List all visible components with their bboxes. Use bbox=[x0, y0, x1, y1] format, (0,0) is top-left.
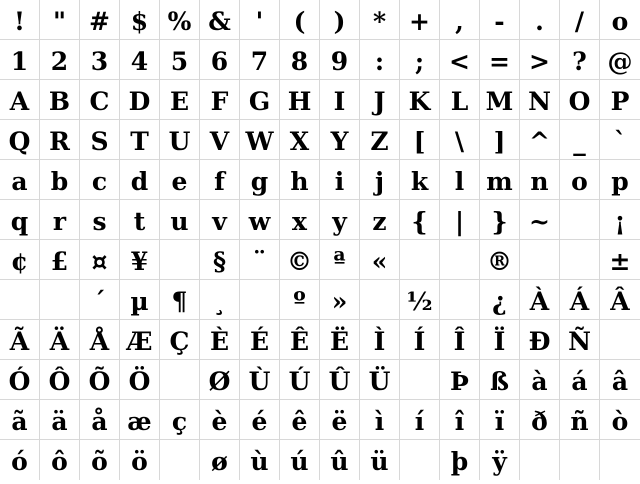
glyph-cell[interactable]: # bbox=[80, 0, 120, 40]
glyph-cell[interactable]: b bbox=[40, 160, 80, 200]
glyph-cell[interactable]: ( bbox=[280, 0, 320, 40]
glyph-cell[interactable]: \ bbox=[440, 120, 480, 160]
glyph-cell[interactable]: ½ bbox=[400, 280, 440, 320]
glyph-cell[interactable]: ï bbox=[480, 400, 520, 440]
glyph-cell[interactable]: R bbox=[40, 120, 80, 160]
glyph-cell[interactable]: ® bbox=[480, 240, 520, 280]
glyph-cell[interactable]: ¥ bbox=[120, 240, 160, 280]
glyph-cell[interactable]: ¿ bbox=[480, 280, 520, 320]
glyph-cell[interactable]: Î bbox=[440, 320, 480, 360]
glyph-cell[interactable]: Ü bbox=[360, 360, 400, 400]
glyph-cell[interactable]: S bbox=[80, 120, 120, 160]
glyph-cell[interactable]: 9 bbox=[320, 40, 360, 80]
glyph-cell[interactable]: f bbox=[200, 160, 240, 200]
glyph-cell[interactable]: U bbox=[160, 120, 200, 160]
glyph-cell[interactable]: @ bbox=[600, 40, 640, 80]
glyph-cell[interactable] bbox=[600, 320, 640, 360]
glyph-cell[interactable]: 4 bbox=[120, 40, 160, 80]
glyph-cell[interactable]: ) bbox=[320, 0, 360, 40]
glyph-cell[interactable]: À bbox=[520, 280, 560, 320]
glyph-cell[interactable]: « bbox=[360, 240, 400, 280]
glyph-cell[interactable]: E bbox=[160, 80, 200, 120]
glyph-cell[interactable]: A bbox=[0, 80, 40, 120]
glyph-cell[interactable]: W bbox=[240, 120, 280, 160]
glyph-cell[interactable]: w bbox=[240, 200, 280, 240]
glyph-cell[interactable] bbox=[560, 240, 600, 280]
glyph-cell[interactable] bbox=[520, 440, 560, 480]
glyph-cell[interactable]: F bbox=[200, 80, 240, 120]
glyph-cell[interactable] bbox=[600, 440, 640, 480]
glyph-cell[interactable]: N bbox=[520, 80, 560, 120]
glyph-cell[interactable]: . bbox=[520, 0, 560, 40]
glyph-cell[interactable]: o bbox=[560, 160, 600, 200]
glyph-cell[interactable]: > bbox=[520, 40, 560, 80]
glyph-cell[interactable]: I bbox=[320, 80, 360, 120]
glyph-cell[interactable]: X bbox=[280, 120, 320, 160]
glyph-cell[interactable]: Í bbox=[400, 320, 440, 360]
glyph-cell[interactable]: ? bbox=[560, 40, 600, 80]
glyph-cell[interactable] bbox=[520, 240, 560, 280]
glyph-cell[interactable]: C bbox=[80, 80, 120, 120]
glyph-cell[interactable]: Ú bbox=[280, 360, 320, 400]
glyph-cell[interactable]: s bbox=[80, 200, 120, 240]
glyph-cell[interactable]: 6 bbox=[200, 40, 240, 80]
glyph-cell[interactable]: z bbox=[360, 200, 400, 240]
glyph-cell[interactable]: î bbox=[440, 400, 480, 440]
glyph-cell[interactable]: ê bbox=[280, 400, 320, 440]
glyph-cell[interactable]: a bbox=[0, 160, 40, 200]
glyph-cell[interactable]: x bbox=[280, 200, 320, 240]
glyph-cell[interactable]: Õ bbox=[80, 360, 120, 400]
glyph-cell[interactable]: + bbox=[400, 0, 440, 40]
glyph-cell[interactable]: J bbox=[360, 80, 400, 120]
glyph-cell[interactable]: ¡ bbox=[600, 200, 640, 240]
glyph-cell[interactable]: ¶ bbox=[160, 280, 200, 320]
glyph-cell[interactable] bbox=[400, 360, 440, 400]
glyph-cell[interactable]: ± bbox=[600, 240, 640, 280]
glyph-cell[interactable]: â bbox=[600, 360, 640, 400]
glyph-cell[interactable]: h bbox=[280, 160, 320, 200]
glyph-cell[interactable]: ª bbox=[320, 240, 360, 280]
glyph-cell[interactable]: ¢ bbox=[0, 240, 40, 280]
glyph-cell[interactable]: " bbox=[40, 0, 80, 40]
glyph-cell[interactable]: - bbox=[480, 0, 520, 40]
glyph-cell[interactable]: 5 bbox=[160, 40, 200, 80]
glyph-cell[interactable]: í bbox=[400, 400, 440, 440]
glyph-cell[interactable]: v bbox=[200, 200, 240, 240]
glyph-cell[interactable]: 1 bbox=[0, 40, 40, 80]
glyph-cell[interactable]: á bbox=[560, 360, 600, 400]
glyph-cell[interactable]: Á bbox=[560, 280, 600, 320]
glyph-cell[interactable] bbox=[560, 200, 600, 240]
glyph-cell[interactable]: $ bbox=[120, 0, 160, 40]
glyph-cell[interactable]: Ñ bbox=[560, 320, 600, 360]
glyph-cell[interactable]: ' bbox=[240, 0, 280, 40]
glyph-cell[interactable]: ö bbox=[120, 440, 160, 480]
glyph-cell[interactable]: Ð bbox=[520, 320, 560, 360]
glyph-cell[interactable] bbox=[560, 440, 600, 480]
glyph-cell[interactable]: O bbox=[560, 80, 600, 120]
glyph-cell[interactable]: ñ bbox=[560, 400, 600, 440]
glyph-cell[interactable]: ~ bbox=[520, 200, 560, 240]
glyph-cell[interactable] bbox=[40, 280, 80, 320]
glyph-cell[interactable]: , bbox=[440, 0, 480, 40]
glyph-cell[interactable]: ó bbox=[0, 440, 40, 480]
glyph-cell[interactable]: à bbox=[520, 360, 560, 400]
glyph-cell[interactable]: É bbox=[240, 320, 280, 360]
glyph-cell[interactable]: r bbox=[40, 200, 80, 240]
glyph-cell[interactable]: _ bbox=[560, 120, 600, 160]
glyph-cell[interactable]: º bbox=[280, 280, 320, 320]
glyph-cell[interactable]: 3 bbox=[80, 40, 120, 80]
glyph-cell[interactable]: p bbox=[600, 160, 640, 200]
glyph-cell[interactable]: ä bbox=[40, 400, 80, 440]
glyph-cell[interactable]: Ë bbox=[320, 320, 360, 360]
glyph-cell[interactable]: ç bbox=[160, 400, 200, 440]
glyph-cell[interactable]: * bbox=[360, 0, 400, 40]
glyph-cell[interactable]: ; bbox=[400, 40, 440, 80]
glyph-cell[interactable]: M bbox=[480, 80, 520, 120]
glyph-cell[interactable]: o bbox=[600, 0, 640, 40]
glyph-cell[interactable]: L bbox=[440, 80, 480, 120]
glyph-cell[interactable]: i bbox=[320, 160, 360, 200]
glyph-cell[interactable]: ã bbox=[0, 400, 40, 440]
glyph-cell[interactable]: ´ bbox=[80, 280, 120, 320]
glyph-cell[interactable]: ^ bbox=[520, 120, 560, 160]
glyph-cell[interactable] bbox=[160, 360, 200, 400]
glyph-cell[interactable] bbox=[360, 280, 400, 320]
glyph-cell[interactable]: } bbox=[480, 200, 520, 240]
glyph-cell[interactable]: ÿ bbox=[480, 440, 520, 480]
glyph-cell[interactable] bbox=[160, 240, 200, 280]
glyph-cell[interactable]: q bbox=[0, 200, 40, 240]
glyph-cell[interactable]: l bbox=[440, 160, 480, 200]
glyph-cell[interactable]: j bbox=[360, 160, 400, 200]
glyph-cell[interactable]: ð bbox=[520, 400, 560, 440]
glyph-cell[interactable]: ` bbox=[600, 120, 640, 160]
glyph-cell[interactable]: Þ bbox=[440, 360, 480, 400]
glyph-cell[interactable]: å bbox=[80, 400, 120, 440]
glyph-cell[interactable]: ü bbox=[360, 440, 400, 480]
glyph-cell[interactable]: u bbox=[160, 200, 200, 240]
glyph-cell[interactable]: / bbox=[560, 0, 600, 40]
glyph-cell[interactable]: é bbox=[240, 400, 280, 440]
glyph-cell[interactable] bbox=[160, 440, 200, 480]
glyph-cell[interactable]: ¨ bbox=[240, 240, 280, 280]
glyph-cell[interactable] bbox=[440, 240, 480, 280]
glyph-cell[interactable]: û bbox=[320, 440, 360, 480]
glyph-cell[interactable]: Ô bbox=[40, 360, 80, 400]
glyph-cell[interactable]: c bbox=[80, 160, 120, 200]
glyph-cell[interactable]: ] bbox=[480, 120, 520, 160]
glyph-cell[interactable] bbox=[400, 440, 440, 480]
glyph-cell[interactable]: & bbox=[200, 0, 240, 40]
glyph-cell[interactable]: ¸ bbox=[200, 280, 240, 320]
glyph-cell[interactable]: k bbox=[400, 160, 440, 200]
glyph-cell[interactable]: e bbox=[160, 160, 200, 200]
glyph-cell[interactable]: Ö bbox=[120, 360, 160, 400]
glyph-cell[interactable]: ú bbox=[280, 440, 320, 480]
glyph-cell[interactable]: Y bbox=[320, 120, 360, 160]
glyph-cell[interactable] bbox=[240, 280, 280, 320]
glyph-cell[interactable]: Â bbox=[600, 280, 640, 320]
glyph-cell[interactable]: y bbox=[320, 200, 360, 240]
glyph-cell[interactable]: » bbox=[320, 280, 360, 320]
glyph-cell[interactable]: d bbox=[120, 160, 160, 200]
glyph-cell[interactable]: Ä bbox=[40, 320, 80, 360]
glyph-cell[interactable]: £ bbox=[40, 240, 80, 280]
glyph-cell[interactable]: T bbox=[120, 120, 160, 160]
glyph-cell[interactable]: g bbox=[240, 160, 280, 200]
glyph-cell[interactable]: ù bbox=[240, 440, 280, 480]
glyph-cell[interactable]: ß bbox=[480, 360, 520, 400]
glyph-cell[interactable]: ø bbox=[200, 440, 240, 480]
glyph-cell[interactable]: Q bbox=[0, 120, 40, 160]
glyph-cell[interactable]: [ bbox=[400, 120, 440, 160]
glyph-cell[interactable]: È bbox=[200, 320, 240, 360]
glyph-cell[interactable]: õ bbox=[80, 440, 120, 480]
glyph-cell[interactable]: Ê bbox=[280, 320, 320, 360]
glyph-cell[interactable]: Ø bbox=[200, 360, 240, 400]
glyph-cell[interactable]: è bbox=[200, 400, 240, 440]
glyph-cell[interactable]: Ï bbox=[480, 320, 520, 360]
glyph-cell[interactable]: 7 bbox=[240, 40, 280, 80]
glyph-cell[interactable]: | bbox=[440, 200, 480, 240]
glyph-cell[interactable]: 2 bbox=[40, 40, 80, 80]
glyph-cell[interactable]: þ bbox=[440, 440, 480, 480]
glyph-cell[interactable] bbox=[440, 280, 480, 320]
glyph-cell[interactable]: P bbox=[600, 80, 640, 120]
glyph-cell[interactable]: G bbox=[240, 80, 280, 120]
glyph-cell[interactable]: t bbox=[120, 200, 160, 240]
glyph-cell[interactable]: Ó bbox=[0, 360, 40, 400]
glyph-cell[interactable]: B bbox=[40, 80, 80, 120]
glyph-cell[interactable]: Ù bbox=[240, 360, 280, 400]
glyph-cell[interactable]: ô bbox=[40, 440, 80, 480]
glyph-cell[interactable]: D bbox=[120, 80, 160, 120]
glyph-cell[interactable]: : bbox=[360, 40, 400, 80]
glyph-cell[interactable]: % bbox=[160, 0, 200, 40]
glyph-cell[interactable]: n bbox=[520, 160, 560, 200]
glyph-cell[interactable]: ò bbox=[600, 400, 640, 440]
glyph-cell[interactable]: µ bbox=[120, 280, 160, 320]
glyph-cell[interactable]: ë bbox=[320, 400, 360, 440]
glyph-cell[interactable]: Å bbox=[80, 320, 120, 360]
glyph-cell[interactable]: ì bbox=[360, 400, 400, 440]
glyph-cell[interactable]: ! bbox=[0, 0, 40, 40]
glyph-cell[interactable]: Æ bbox=[120, 320, 160, 360]
glyph-cell[interactable]: § bbox=[200, 240, 240, 280]
glyph-cell[interactable] bbox=[400, 240, 440, 280]
glyph-cell[interactable]: ¤ bbox=[80, 240, 120, 280]
glyph-cell[interactable]: 8 bbox=[280, 40, 320, 80]
glyph-cell[interactable]: Ã bbox=[0, 320, 40, 360]
glyph-cell[interactable]: © bbox=[280, 240, 320, 280]
glyph-cell[interactable]: æ bbox=[120, 400, 160, 440]
glyph-cell[interactable]: = bbox=[480, 40, 520, 80]
glyph-cell[interactable]: K bbox=[400, 80, 440, 120]
glyph-cell[interactable]: Ì bbox=[360, 320, 400, 360]
glyph-cell[interactable]: m bbox=[480, 160, 520, 200]
glyph-cell[interactable]: H bbox=[280, 80, 320, 120]
glyph-cell[interactable]: { bbox=[400, 200, 440, 240]
glyph-cell[interactable]: Z bbox=[360, 120, 400, 160]
glyph-cell[interactable]: Û bbox=[320, 360, 360, 400]
glyph-cell[interactable]: Ç bbox=[160, 320, 200, 360]
glyph-cell[interactable]: V bbox=[200, 120, 240, 160]
glyph-cell[interactable]: < bbox=[440, 40, 480, 80]
glyph-cell[interactable] bbox=[0, 280, 40, 320]
